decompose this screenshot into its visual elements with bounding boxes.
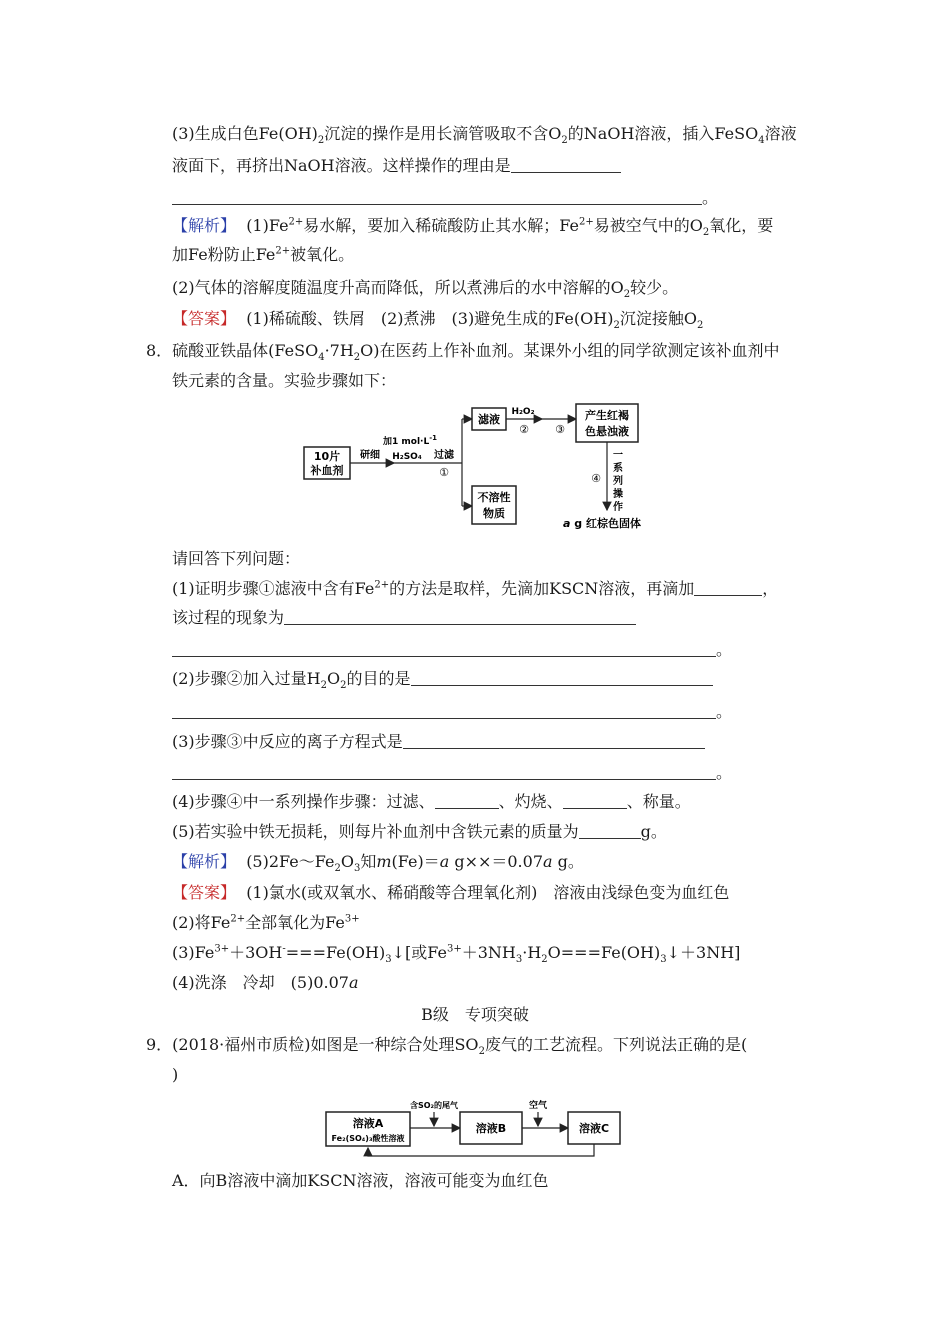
q8-s5: (5)若实验中铁无损耗，则每片补血剂中含铁元素的质量为 g。 xyxy=(172,822,667,841)
q9-stem-line2: ) xyxy=(172,1065,179,1084)
q9-flow-diagram xyxy=(322,1098,622,1162)
section-heading: B级 专项突破 xyxy=(421,1005,529,1024)
analysis-tag: 【解析】 xyxy=(172,216,237,235)
q9-option-a: A．向B溶液中滴加KSCN溶液，溶液可能变为血红色 xyxy=(172,1171,549,1190)
answer-blank[interactable] xyxy=(579,822,641,839)
q7-part3-line2: 液面下，再挤出NaOH溶液。这样操作的理由是 xyxy=(172,155,621,177)
answer-blank[interactable] xyxy=(411,669,713,686)
q8-s3-line1: (3)步骤③中反应的离子方程式是 xyxy=(172,731,705,753)
label-step4: ④ xyxy=(591,472,601,485)
answer-blank[interactable] xyxy=(694,579,762,596)
q7-analysis-line2: 加Fe粉防止$Fe^{2+}$被氧化。 xyxy=(172,245,355,264)
label-air: 空气 xyxy=(528,1101,548,1111)
q8-s1-line2: 该过程的现象为 xyxy=(172,607,636,629)
q8-answer-line3: $(3)Fe^{3+}+3OH^-===Fe(OH)_3↓$[或$Fe^{3+}+3NH_3\cdot H_2O===Fe(OH)_3↓+3NH$] xyxy=(172,943,741,966)
box-solution-c-label: 溶液C xyxy=(578,1122,610,1135)
series-char-3: 列 xyxy=(613,476,623,487)
answer-blank[interactable] xyxy=(172,702,716,719)
box-solution-b-label: 溶液B xyxy=(475,1122,507,1135)
q8-answer-line4: (4)洗涤 冷却 (5)0.07a xyxy=(172,973,359,992)
label-grind: 研细 xyxy=(360,450,380,461)
q8-stem-line1: 8．硫酸亚铁晶体$(FeSO_4\cdot 7H_2O)$在医药上作补血剂。某课外小组的同学欲测定该补血剂中 xyxy=(146,341,780,364)
answer-blank[interactable] xyxy=(435,792,499,809)
box-solution-a-l2: Fe₂(SO₄)₃酸性溶液 xyxy=(331,1134,405,1143)
answer-blank[interactable] xyxy=(172,640,716,657)
analysis-tag: 【解析】 xyxy=(172,852,237,871)
box-filtrate-label: 滤液 xyxy=(478,413,500,426)
answer-blank[interactable] xyxy=(172,188,702,205)
q7-analysis-line3: (2)气体的溶解度随温度升高而降低，所以煮沸后的水中溶解的$O_2$较少。 xyxy=(172,278,679,301)
q8-answer-line1: 【答案】 (1)氯水(或双氧水、稀硝酸等合理氧化剂) 溶液由浅绿色变为血红色 xyxy=(172,883,730,902)
series-char-2: 系 xyxy=(613,463,623,474)
label-solid: a g 红棕色固体 xyxy=(563,517,641,530)
q8-s4: (4)步骤④中一系列操作步骤：过滤、 、灼烧、 、称量。 xyxy=(172,792,691,811)
q8-s2-line2: 。 xyxy=(172,701,732,723)
label-filter: 过滤 xyxy=(434,450,454,461)
label-h2o2: H₂O₂ xyxy=(511,407,535,417)
q8-s1-line1: (1)证明步骤①滤液中含有$Fe^{2+}$的方法是取样，先滴加KSCN溶液，再滴加 ， xyxy=(172,579,779,598)
q7-answer: 【答案】 (1)稀硫酸、铁屑 (2)煮沸 (3)避免生成的$Fe(OH)_2$沉淀接触$O_2$ xyxy=(172,309,704,332)
q8-s2-line1: (2)步骤②加入过量$H_2O_2$的目的是 xyxy=(172,668,713,690)
answer-blank[interactable] xyxy=(563,792,627,809)
answer-blank[interactable] xyxy=(172,763,716,780)
q7-part3-line3: 。 xyxy=(172,187,718,209)
answer-blank[interactable] xyxy=(284,608,636,625)
box-insoluble-l1: 不溶性 xyxy=(477,491,511,504)
label-step3: ③ xyxy=(555,423,565,436)
q8-prompt: 请回答下列问题： xyxy=(172,549,301,568)
box-tablets-l2: 补血剂 xyxy=(310,464,344,477)
q8-answer-line2: (2)将$Fe^{2+}$全部氧化为$Fe^{3+}$ xyxy=(172,913,360,932)
q7-analysis-line1: 【解析】 $(1)Fe^{2+}$易水解，要加入稀硫酸防止其水解；$Fe^{2+}$易被空气中的$O_2$氧化，要 xyxy=(172,216,774,239)
label-tail-gas: 含SO₂的尾气 xyxy=(409,1101,459,1110)
q8-stem-line2: 铁元素的含量。实验步骤如下： xyxy=(172,371,397,390)
series-char-4: 操 xyxy=(613,489,623,500)
q7-part3-line1: (3)生成白色$Fe(OH)_2$沉淀的操作是用长滴管吸取不含$O_2$的NaOH溶液，插入FeSO$_4$溶液 xyxy=(172,124,797,147)
q8-flow-diagram xyxy=(296,400,656,540)
label-step2: ② xyxy=(519,423,529,436)
box-tablets-l1: 10片 xyxy=(313,450,341,463)
label-add-2: H₂SO₄ xyxy=(392,452,422,462)
box-insoluble-l2: 物质 xyxy=(483,507,505,520)
answer-tag: 【答案】 xyxy=(172,309,237,328)
label-add-1: 加1 $mol\cdot L^{-1}$ xyxy=(383,434,437,447)
series-char-1: 一 xyxy=(613,450,623,461)
q9-stem-line1: 9．(2018·福州市质检)如图是一种综合处理$SO_2$废气的工艺流程。下列说法正确的是( xyxy=(146,1035,748,1058)
answer-tag: 【答案】 xyxy=(172,883,237,902)
box-suspension-l1: 产生红褐 xyxy=(585,409,629,422)
answer-blank[interactable] xyxy=(511,156,621,173)
q8-s1-line3: 。 xyxy=(172,639,732,661)
box-suspension-l2: 色悬浊液 xyxy=(585,425,629,438)
q8-analysis: 【解析】 $(5)2Fe\sim Fe_2O_3$知m(Fe)＝a g××＝0.07a g。 xyxy=(172,852,584,875)
box-solution-a-l1: 溶液A xyxy=(352,1117,384,1130)
q8-s3-line2: 。 xyxy=(172,762,732,784)
series-char-5: 作 xyxy=(613,502,623,513)
answer-blank[interactable] xyxy=(403,732,705,749)
label-step1: ① xyxy=(439,466,449,479)
